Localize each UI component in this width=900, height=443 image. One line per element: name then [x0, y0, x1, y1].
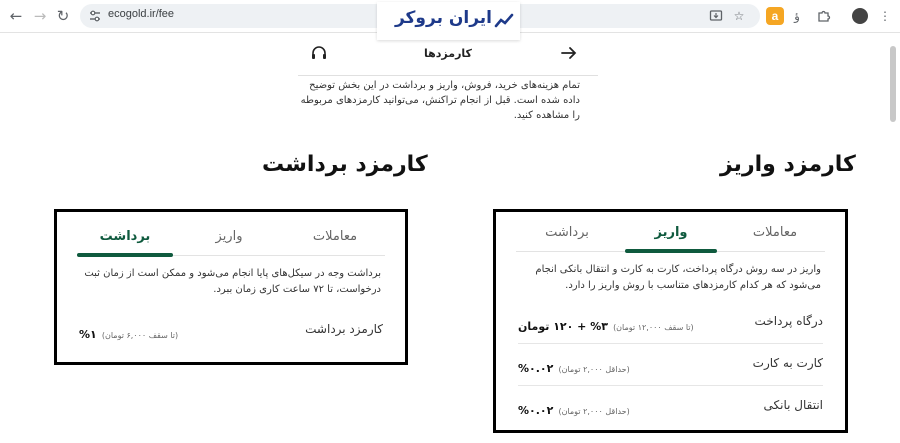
deposit-section-title: کارمزد واریز [720, 152, 856, 177]
fee-row-card-to-card [518, 344, 823, 386]
row-value [518, 399, 630, 418]
row-amount: ۳% + ۱۲۰ تومان [518, 320, 608, 333]
tab-withdraw[interactable]: برداشت [545, 225, 589, 240]
extensions-puzzle-icon[interactable] [815, 7, 833, 25]
url-text[interactable]: ecogold.ir/fee [108, 8, 175, 20]
row-amount: ۱% [79, 328, 97, 341]
header-divider [298, 75, 598, 76]
row-value [79, 323, 178, 342]
row-amount: ۰.۰۲% [518, 404, 554, 417]
row-label: کارت به کارت [752, 356, 823, 370]
tab-trades[interactable]: معاملات [752, 225, 798, 240]
row-label: درگاه پرداخت [754, 314, 823, 328]
logo-chart-icon [494, 12, 514, 30]
withdraw-description: برداشت وجه در سیکل‌های پایا انجام می‌شود و ممکن است از زمان ثبت درخواست، تا ۷۲ ساعت کاری زمان ببرد. [84, 268, 381, 295]
row-note: (تا سقف ۶,۰۰۰ تومان) [101, 331, 179, 340]
row-note: (حداقل ۲,۰۰۰ تومان) [558, 365, 630, 374]
fee-page-header [298, 36, 598, 76]
row-amount: ۰.۰۲% [518, 362, 554, 375]
row-value [518, 315, 694, 334]
browser-menu-icon[interactable]: ⋮ [879, 9, 891, 23]
withdraw-section-title: کارمزد برداشت [262, 152, 428, 177]
row-note: (حداقل ۲,۰۰۰ تومان) [558, 407, 630, 416]
deposit-fee-card [493, 209, 848, 433]
fee-row-bank-transfer [518, 386, 823, 428]
fee-row-gateway [518, 302, 823, 344]
iranbroker-logo [377, 2, 520, 40]
row-value [518, 357, 630, 376]
row-note: (تا سقف ۱۲,۰۰۰ تومان) [613, 323, 694, 332]
site-info-icon[interactable] [88, 9, 102, 23]
back-button[interactable]: ← [9, 7, 23, 25]
extension-q-icon[interactable]: ؤ [794, 9, 800, 23]
extension-a-icon[interactable]: a [766, 7, 784, 25]
intro-text: تمام هزینه‌های خرید، فروش، واریز و برداشت در این بخش توضیح داده شده است. قبل از انجام تراکنش، می‌توانید کارمزدهای مربوطه را مشاهده کنید. [300, 80, 580, 121]
back-arrow-icon[interactable] [560, 44, 578, 62]
forward-button[interactable]: → [33, 7, 47, 25]
logo-text: ایران بروکر [394, 8, 492, 28]
tab-deposit[interactable]: واریز [215, 229, 243, 244]
install-app-icon[interactable] [707, 7, 725, 25]
tab-withdraw[interactable]: برداشت [99, 229, 151, 244]
withdraw-tabs [77, 218, 385, 256]
row-label: کارمزد برداشت [305, 322, 383, 336]
tab-trades[interactable]: معاملات [312, 229, 358, 244]
active-tab-indicator [77, 253, 173, 257]
bookmark-star-icon[interactable]: ☆ [733, 9, 745, 23]
tab-deposit[interactable]: واریز [654, 225, 688, 240]
row-label: انتقال بانکی [763, 398, 823, 412]
withdraw-fee-card [54, 209, 408, 365]
profile-avatar[interactable] [852, 8, 868, 24]
deposit-description: واریز در سه روش درگاه پرداخت، کارت به کارت و انتقال بانکی انجام می‌شود که هر کدام کارمزدهای متناسب با روش واریز را دارد. [535, 264, 821, 291]
page-title: کارمزدها [424, 47, 472, 60]
active-tab-indicator [625, 249, 717, 253]
reload-button[interactable]: ↻ [56, 7, 70, 25]
withdraw-fee-row [79, 310, 383, 352]
page-scrollbar[interactable] [890, 46, 896, 122]
deposit-tabs [516, 214, 825, 252]
